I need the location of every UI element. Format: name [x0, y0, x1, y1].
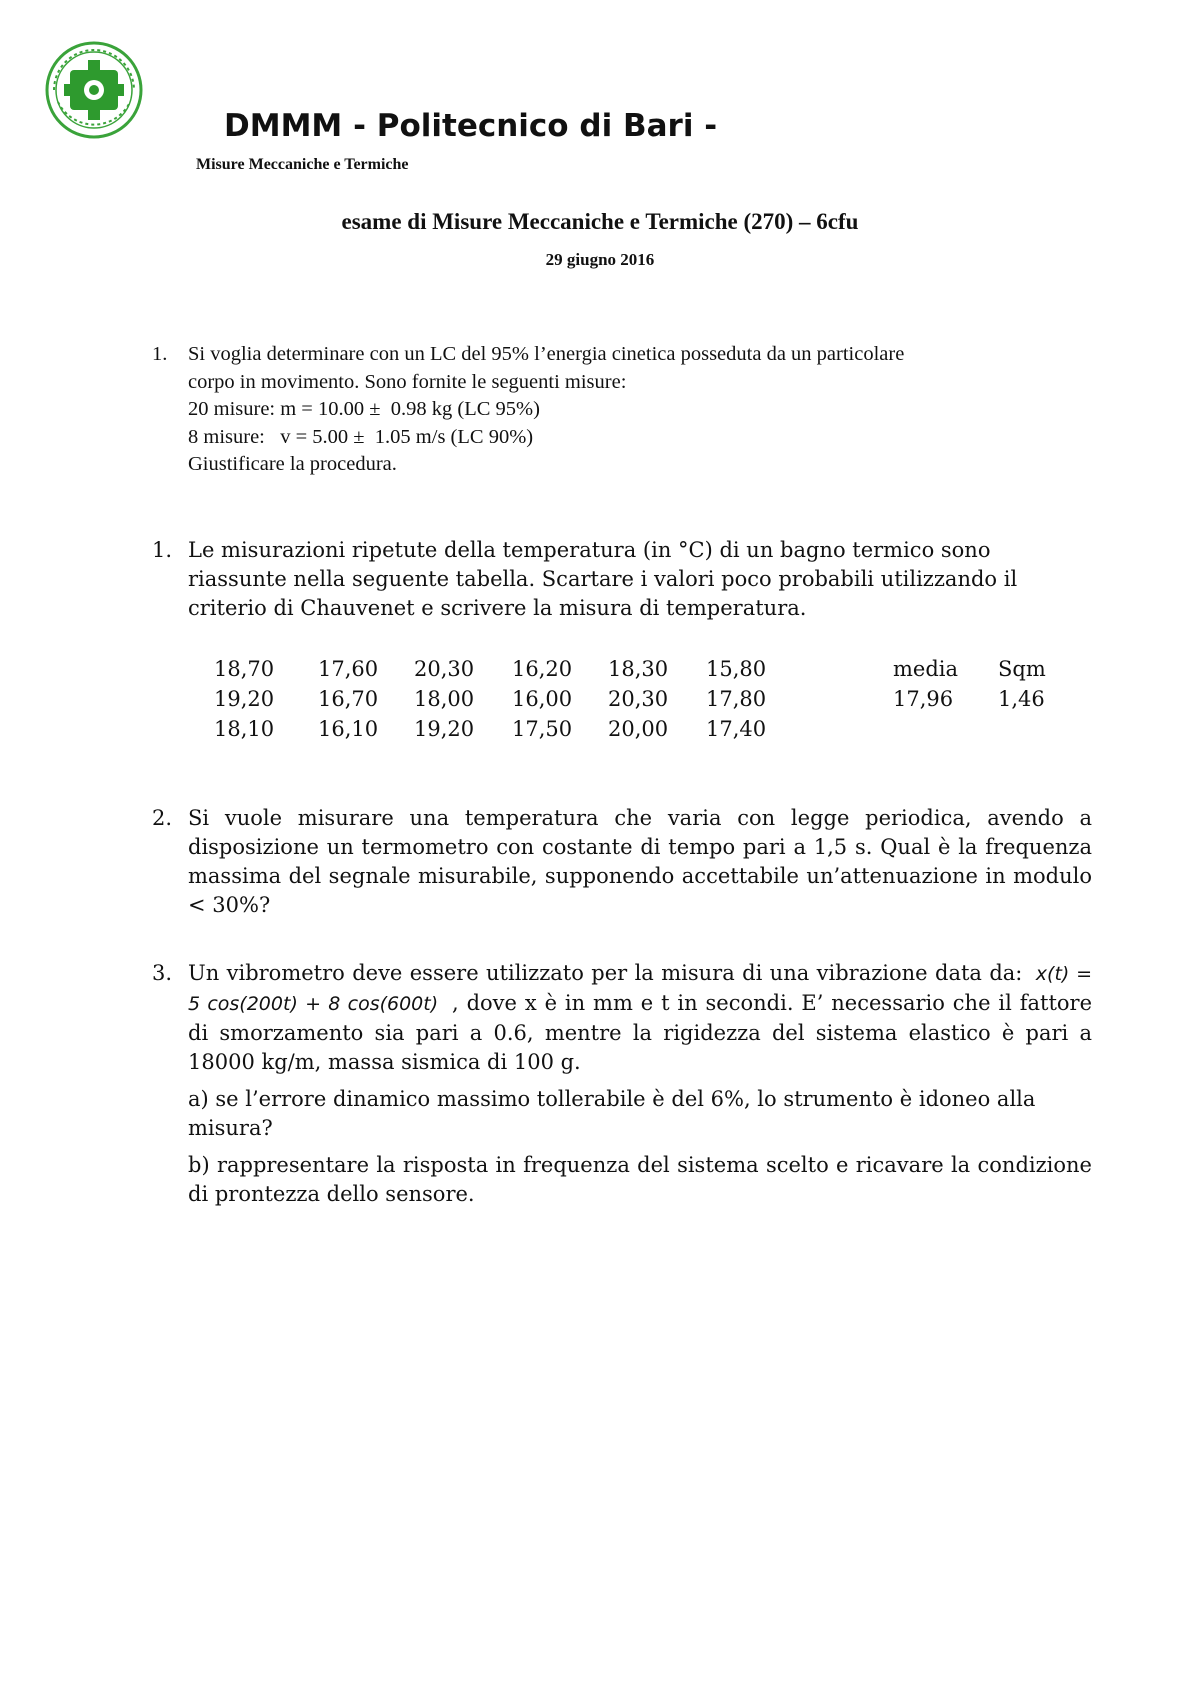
table-cell: 18,30: [608, 657, 669, 681]
question-line: Si voglia determinare con un LC del 95% l’energia cinetica posseduta da un particolare: [188, 343, 905, 365]
question-part-b: b) rappresentare la risposta in frequenza del sistema scelto e ricavare la condizione di prontezza dello sensore.: [188, 1153, 1092, 1206]
university-seal-logo: [40, 40, 148, 140]
question-line: corpo in movimento. Sono fornite le seguenti misure:: [188, 370, 627, 393]
table-cell: 18,70: [214, 657, 275, 681]
question-details: , dove x è in mm e t in secondi. E’ necessario che il fattore di smorzamento sia pari a 0.6, mentre la rigidezza del sistema elastico è pari a 18000 kg/m, massa sismica di 100 g.: [188, 991, 1092, 1074]
question-2: [152, 536, 1092, 623]
question-1: [152, 341, 1092, 479]
question-line: 20 misure: m = 10.00 ± 0.98 kg (LC 95%): [188, 398, 540, 420]
table-cell: 17,60: [318, 657, 379, 681]
stats-header: Sqm: [998, 657, 1046, 681]
question-text: Le misurazioni ripetute della temperatura (in °C) di un bagno termico sono riassunte nella seguente tabella. Scartare i valori poco probabili utilizzando il criterio di Chauvenet e scrivere la misura di temperatura.: [188, 538, 1018, 620]
question-text: Si vuole misurare una temperatura che varia con legge periodica, avendo a disposizione un termometro con costante di tempo pari a 1,5 s. Qual è la frequenza massima del segnale misurabile, supponendo accettabile un’attenuazione in modulo < 30%?: [188, 806, 1092, 917]
table-column: [318, 654, 378, 744]
question-4: [152, 959, 1092, 1209]
question-number: 1.: [152, 343, 168, 365]
question-number: 1.: [152, 538, 173, 562]
table-column: [608, 654, 668, 744]
table-cell: 15,80: [706, 657, 767, 681]
question-intro: Un vibrometro deve essere utilizzato per la misura di una vibrazione data da:: [188, 961, 1023, 985]
table-cell: 16,70: [318, 687, 379, 711]
question-line: 8 misure: v = 5.00 ± 1.05 m/s (LC 90%): [188, 425, 534, 448]
table-cell: 17,80: [706, 687, 767, 711]
stats-header: media: [893, 657, 959, 681]
table-cell: 20,30: [608, 687, 669, 711]
stats-value: 17,96: [893, 687, 954, 711]
table-cell: 20,30: [414, 657, 475, 681]
table-column: [706, 654, 766, 744]
table-column: [214, 654, 274, 744]
stats-column-media: [893, 654, 958, 714]
question-line: Giustificare la procedura.: [188, 453, 397, 475]
question-3: [152, 804, 1092, 920]
question-number: 2.: [152, 806, 173, 830]
table-cell: 19,20: [214, 687, 275, 711]
table-cell: 16,20: [512, 657, 573, 681]
table-cell: 20,00: [608, 717, 669, 741]
table-cell: 18,00: [414, 687, 475, 711]
vibration-formula: x(t) = 5 cos(200t) + 8 cos(600t): [188, 963, 1092, 1015]
table-cell: 18,10: [214, 717, 275, 741]
stats-value: 1,46: [998, 687, 1045, 711]
table-cell: 19,20: [414, 717, 475, 741]
exam-title: esame di Misure Meccaniche e Termiche (270) – 6cfu: [341, 209, 859, 234]
question-text: [188, 959, 1092, 1077]
table-column: [512, 654, 572, 744]
question-number: 3.: [152, 961, 173, 985]
table-cell: 16,10: [318, 717, 379, 741]
table-column: [414, 654, 474, 744]
table-cell: 17,40: [706, 717, 767, 741]
table-cell: 16,00: [512, 687, 573, 711]
institution-title: DMMM - Politecnico di Bari -: [224, 108, 718, 144]
stats-column-sqm: [998, 654, 1046, 714]
exam-date: 29 giugno 2016: [545, 250, 655, 269]
table-cell: 17,50: [512, 717, 573, 741]
question-part-a: a) se l’errore dinamico massimo tollerabile è del 6%, lo strumento è idoneo alla misura?: [188, 1087, 1036, 1140]
course-subtitle: Misure Meccaniche e Termiche: [196, 156, 409, 173]
